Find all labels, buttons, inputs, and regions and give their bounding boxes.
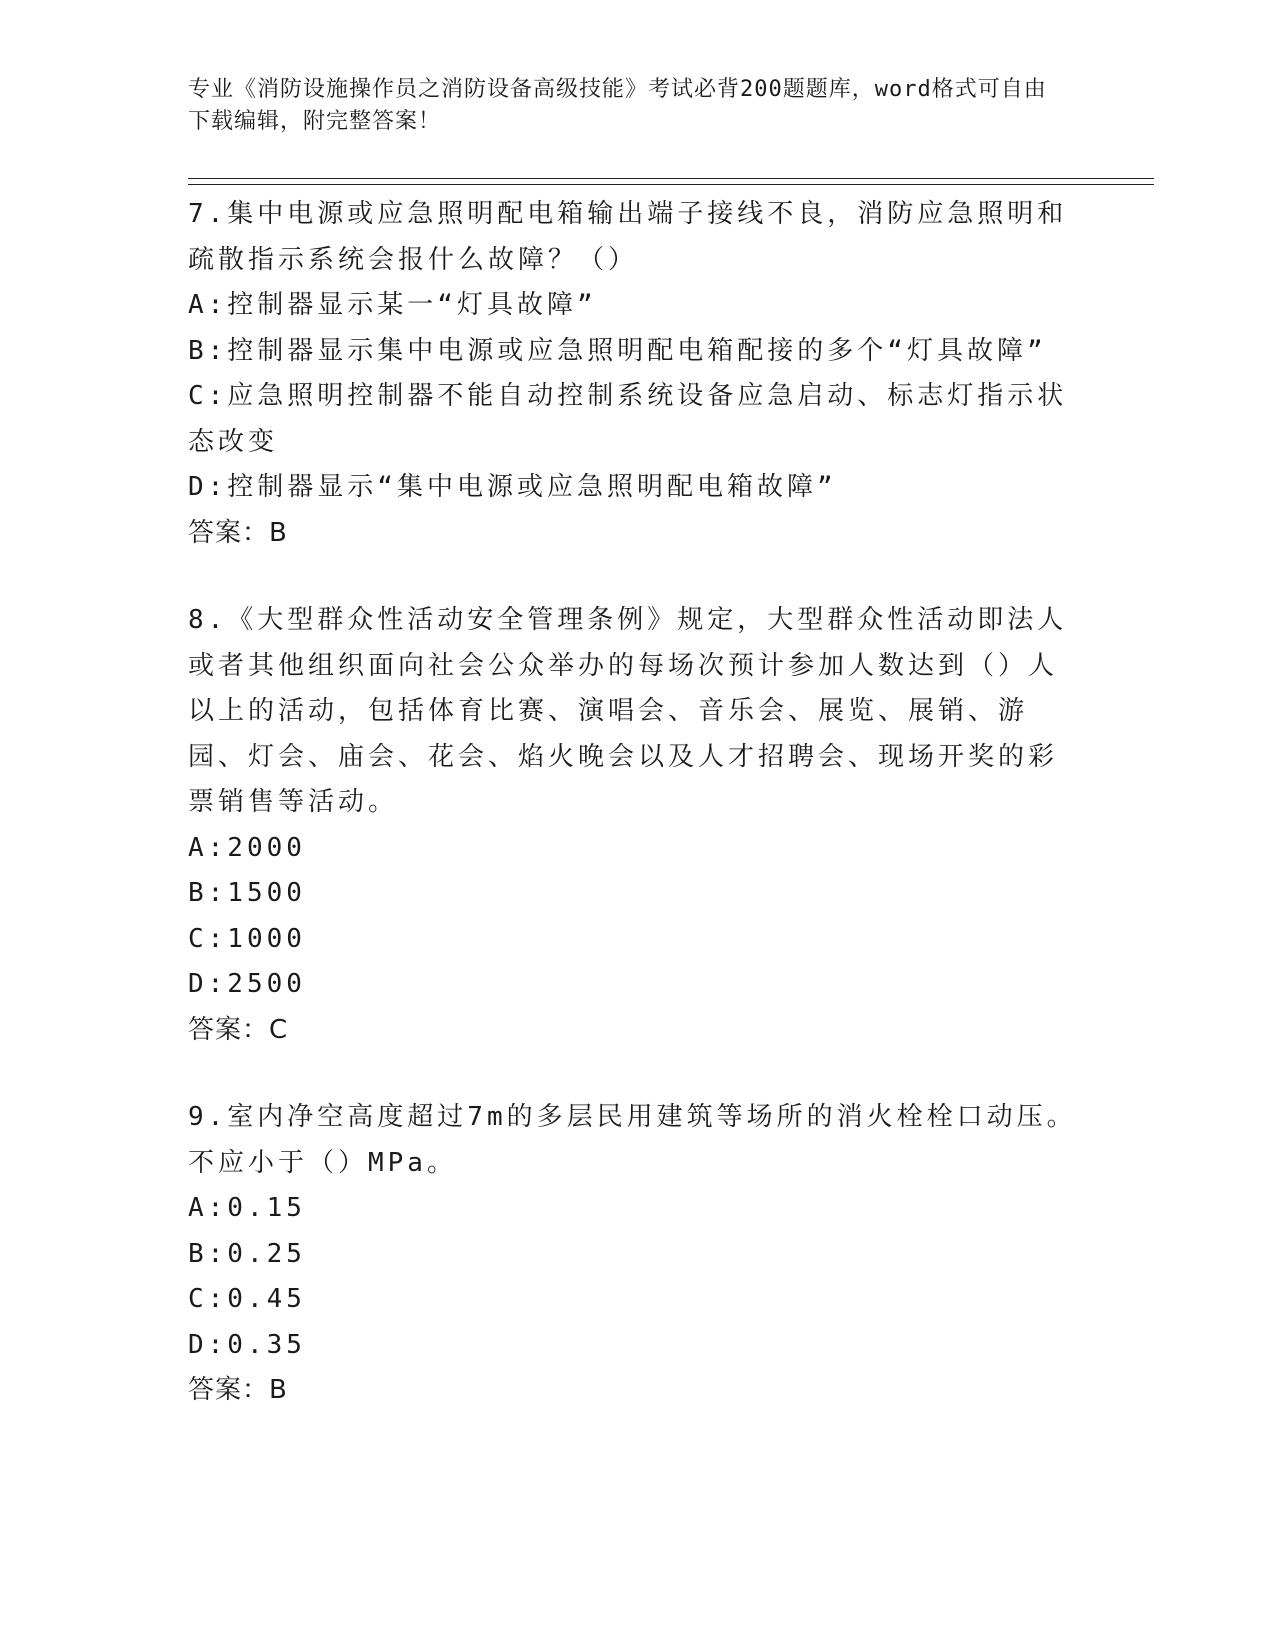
- option-c: C:1000: [188, 923, 306, 954]
- question-item: [188, 1095, 1078, 1414]
- option-c: C:应急照明控制器不能自动控制系统设备应急启动、标志灯指示状态改变: [188, 381, 1068, 457]
- option-b: B:0.25: [188, 1238, 306, 1269]
- option-a: A:2000: [188, 832, 306, 863]
- option-a: A:控制器显示某一“灯具故障”: [188, 290, 597, 320]
- option-a: A:0.15: [188, 1193, 306, 1223]
- option-b: B:控制器显示集中电源或应急照明配电箱配接的多个“灯具故障”: [188, 335, 1047, 366]
- question-list: [188, 192, 1078, 1456]
- question-item: [188, 598, 1078, 1053]
- question-text: 8.《大型群众性活动安全管理条例》规定，大型群众性活动即法人或者其他组织面向社会公众举办的每场次预计参加人数达到（）人以上的活动，包括体育比赛、演唱会、音乐会、展览、展销、游园、灯会、庙会、花会、焰火晚会以及人才招聘会、现场开奖的彩票销售等活动。: [188, 605, 1068, 817]
- question-text: 7.集中电源或应急照明配电箱输出端子接线不良，消防应急照明和疏散指示系统会报什么故障？（）: [188, 199, 1068, 275]
- answer-text: 答案：C: [188, 1014, 289, 1045]
- document-header: 专业《消防设施操作员之消防设备高级技能》考试必背200题题库，word格式可自由下载编辑，附完整答案！: [188, 77, 1047, 134]
- option-d: D:0.35: [188, 1329, 306, 1360]
- header-divider-bottom: [188, 184, 1154, 185]
- question-item: [188, 192, 1078, 556]
- question-text: 9.室内净空高度超过7m的多层民用建筑等场所的消火栓栓口动压。不应小于（）MPa。: [188, 1102, 1077, 1178]
- header-divider-top: [188, 178, 1154, 179]
- option-c: C:0.45: [188, 1284, 306, 1314]
- answer-text: 答案：B: [188, 517, 288, 548]
- option-d: D:控制器显示“集中电源或应急照明配电箱故障”: [188, 472, 837, 502]
- answer-text: 答案：B: [188, 1375, 288, 1405]
- option-b: B:1500: [188, 878, 306, 908]
- option-d: D:2500: [188, 969, 306, 999]
